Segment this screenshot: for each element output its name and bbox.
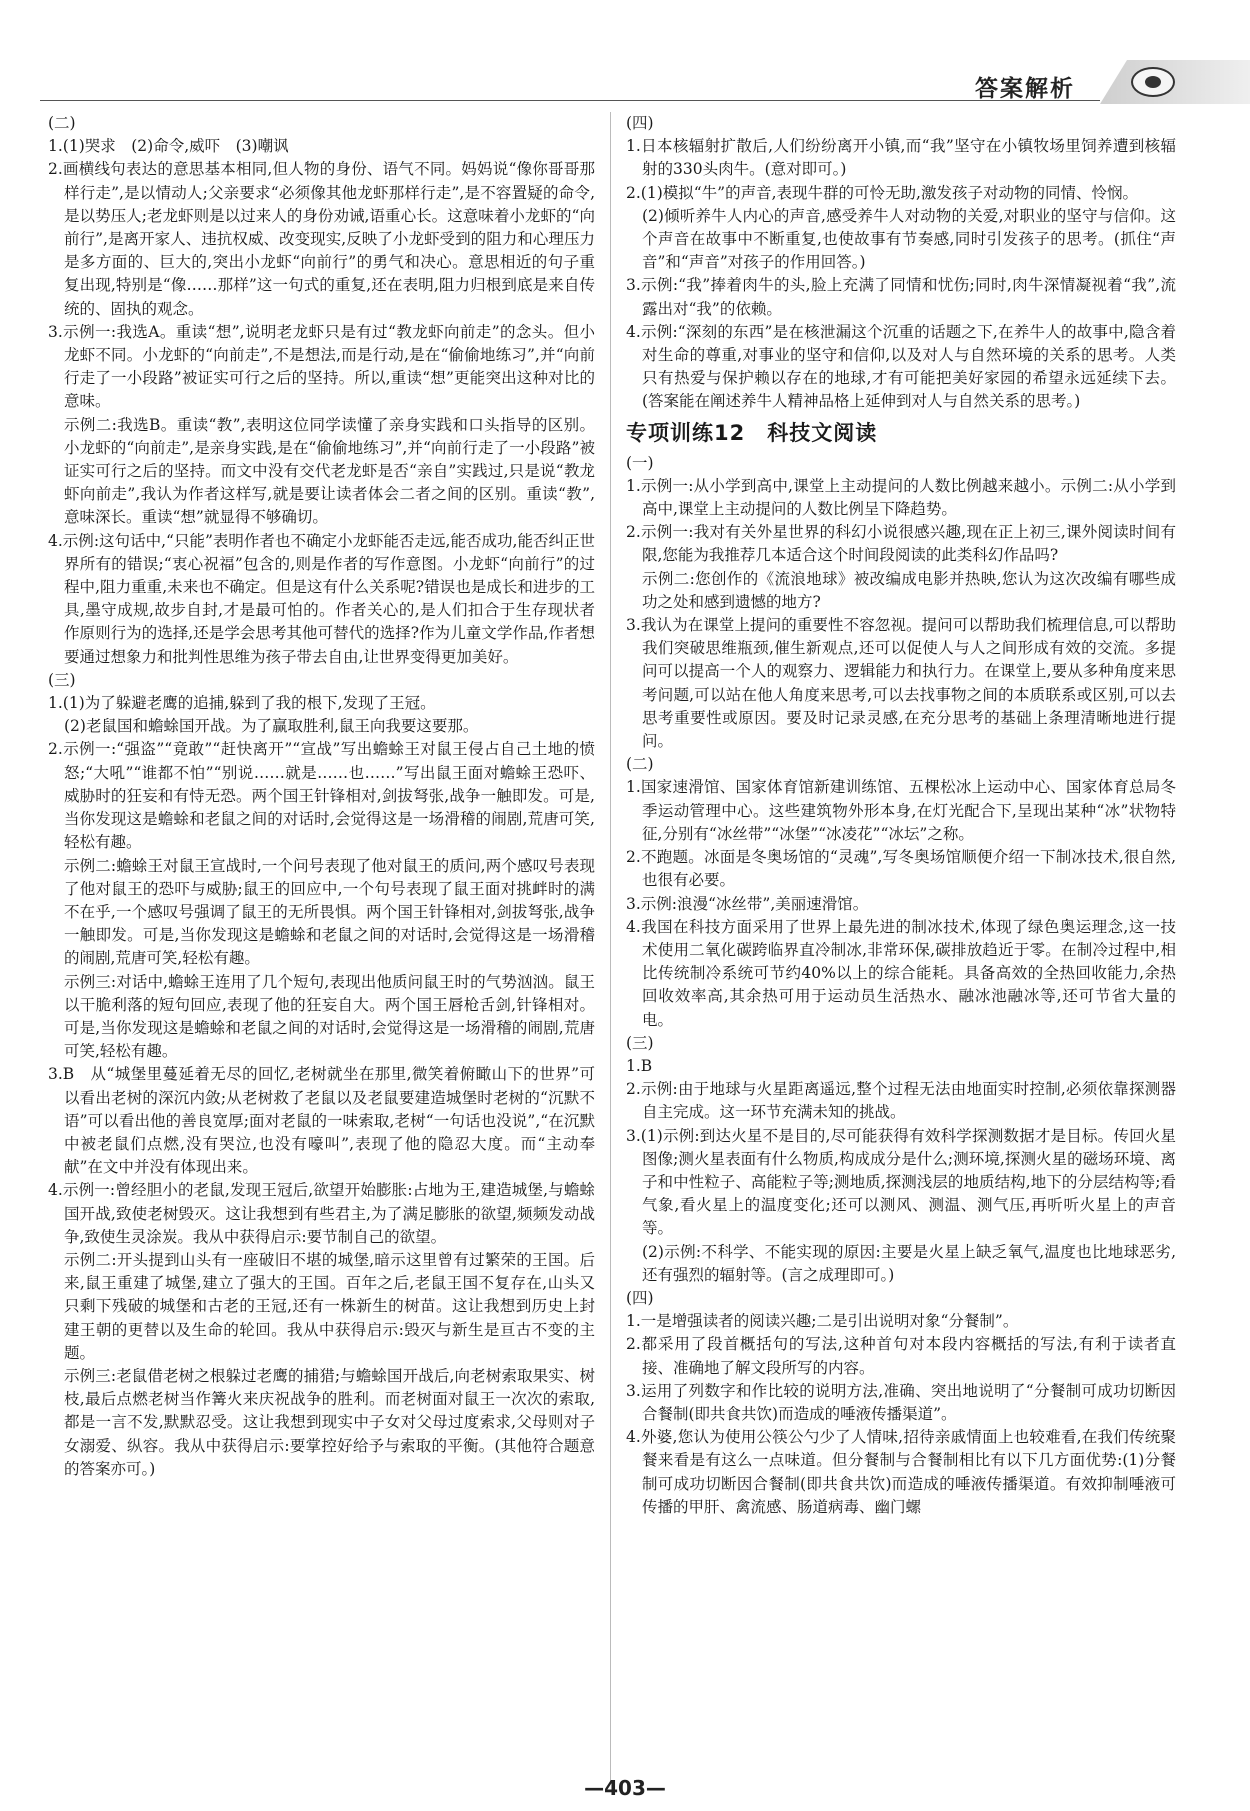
right-column	[626, 112, 1176, 1519]
section-heading: (三)	[48, 670, 76, 689]
answer-paragraph: 3.示例:“我”捧着肉牛的头,脸上充满了同情和忧伤;同时,肉牛深情凝视着“我”,流露出对“我”的依赖。	[626, 276, 1176, 318]
answer-paragraph: 3.B 从“城堡里蔓延着无尽的回忆,老树就坐在那里,微笑着俯瞰山下的世界”可以看出老树的深沉内敛;从老树救了老鼠以及老鼠要建造城堡时老树的“沉默不语”可以看出他的善良宽厚;面对老鼠的一味索取,老树“一句话也没说”,“在沉默中被老鼠们点燃,没有哭泣,也没有嚎叫”,表现了他的隐忍大度。而“主动奉献”在文中并没有体现出来。	[48, 1065, 595, 1177]
section-heading: (四)	[626, 114, 654, 132]
answer-paragraph: 4.示例:这句话中,“只能”表明作者也不确定小龙虾能否走远,能否成功,能否纠正世界所有的错误;“衷心祝福”包含的,则是作者的写作意图。小龙虾“向前行”的过程中,阻力重重,未来也不确定。但是这有什么关系呢?错误也是成长和进步的工具,墨守成规,故步自封,才是最可怕的。作者关心的,是人们扣合于生存现状者作原则行为的选择,还是学会思考其他可替代的选择?作为儿童文学作品,作者想要通过想象力和批判性思维为孩子带去自由,让世界变得更加美好。	[48, 531, 595, 666]
answer-paragraph: 4.示例:“深刻的东西”是在核泄漏这个沉重的话题之下,在养牛人的故事中,隐含着对生命的尊重,对事业的坚守和信仰,以及对人与自然环境的关系的思考。人类只有热爱与保护赖以存在的地球,才有可能把美好家园的希望永远延续下去。(答案能在阐述养牛人精神品格上延伸到对人与自然关系的思考。)	[626, 322, 1176, 411]
answer-paragraph: 2.示例:由于地球与火星距离遥远,整个过程无法由地面实时控制,必须依靠探测器自主完成。这一环节充满未知的挑战。	[626, 1080, 1176, 1122]
answer-paragraph: 3.示例一:我选A。重读“想”,说明老龙虾只是有过“教龙虾向前走”的念头。但小龙虾不同。小龙虾的“向前走”,不是想法,而是行动,是在“偷偷地练习”,并“向前行走了一小段路”被证实可行之后的坚持。所以,重读“想”更能突出这种对比的意味。	[48, 322, 595, 411]
section-heading: (三)	[626, 1033, 654, 1052]
answer-paragraph: 1.一是增强读者的阅读兴趣;二是引出说明对象“分餐制”。	[626, 1312, 1019, 1331]
header-rule	[40, 100, 1100, 101]
answer-paragraph: 示例二:蟾蜍王对鼠王宣战时,一个问号表现了他对鼠王的质问,两个感叹号表现了他对鼠王的恐吓与威胁;鼠王的回应中,一个句号表现了鼠王面对挑衅时的满不在乎,一个感叹号强调了鼠王的无所畏惧。两个国王针锋相对,剑拔弩张,战争一触即发。可是,当你发现这是蟾蜍和老鼠之间的对话时,会觉得这是一场滑稽的闹剧,荒唐可笑,轻松有趣。	[64, 856, 595, 968]
header-title: 答案解析	[975, 76, 1075, 102]
publisher-logo-icon	[1131, 67, 1175, 97]
column-divider	[610, 112, 611, 1782]
answer-paragraph: 示例三:老鼠借老树之根躲过老鹰的捕猎;与蟾蜍国开战后,向老树索取果实、树枝,最后点燃老树当作篝火来庆祝战争的胜利。而老树面对鼠王一次次的索取,都是一言不发,默默忍受。这让我想到现实中子女对父母过度索求,父母则对子女溺爱、纵容。我从中获得启示:要掌控好给予与索取的平衡。(其他符合题意的答案亦可。)	[64, 1366, 595, 1478]
answer-paragraph: 1.B	[626, 1056, 653, 1075]
answer-paragraph: 示例二:我选B。重读“教”,表明这位同学读懂了亲身实践和口头指导的区别。小龙虾的“向前走”,是亲身实践,是在“偷偷地练习”,并“向前行走了一小段路”被证实可行之后的坚持。而文中没有交代老龙虾是否“亲自”实践过,只是说“教龙虾向前走”,我认为作者这样写,就是要让读者体会二者之间的区别。重读“教”,意味深长。重读“想”就显得不够确切。	[64, 415, 595, 527]
answer-paragraph: 4.示例一:曾经胆小的老鼠,发现王冠后,欲望开始膨胀:占地为王,建造城堡,与蟾蜍国开战,致使老树毁灭。这让我想到有些君主,为了满足膨胀的欲望,频频发动战争,致使生灵涂炭。我从中获得启示:要节制自己的欲望。	[48, 1181, 595, 1246]
answer-paragraph: 2.都采用了段首概括句的写法,这种首句对本段内容概括的写法,有利于读者直接、准确地了解文段所写的内容。	[626, 1335, 1176, 1377]
section-heading: (四)	[626, 1288, 654, 1307]
answer-paragraph: 4.我国在科技方面采用了世界上最先进的制冰技术,体现了绿色奥运理念,这一技术使用二氧化碳跨临界直冷制冰,非常环保,碳排放趋近于零。在制冷过程中,相比传统制冷系统可节约40%以上的综合能耗。具备高效的全热回收能力,余热回收效率高,其余热可用于运动员生活热水、融冰池融冰等,还可节省大量的电。	[626, 917, 1176, 1029]
answer-paragraph: 2.(1)模拟“牛”的声音,表现牛群的可怜无助,激发孩子对动物的同情、怜悯。	[626, 183, 1138, 202]
answer-paragraph: 1.日本核辐射扩散后,人们纷纷离开小镇,而“我”坚守在小镇牧场里饲养遭到核辐射的330头肉牛。(意对即可。)	[626, 137, 1176, 179]
section-title: 专项训练12 科技文阅读	[626, 420, 878, 445]
answer-paragraph: 4.外婆,您认为使用公筷公勺少了人情味,招待亲戚情面上也较难看,在我们传统聚餐来看是有这么一点味道。但分餐制与合餐制相比有以下几方面优势:(1)分餐制可成功切断因合餐制(即共食共饮)而造成的唾液传播渠道。有效抑制唾液可传播的甲肝、禽流感、肠道病毒、幽门螺	[626, 1428, 1176, 1516]
answer-paragraph: 3.我认为在课堂上提问的重要性不容忽视。提问可以帮助我们梳理信息,可以帮助我们突破思维瓶颈,催生新观点,还可以促使人与人之间形成有效的交流。多提问可以提高一个人的观察力、逻辑能力和执行力。在课堂上,要从多种角度来思考问题,可以站在他人角度来思考,可以去找事物之间的本质联系或区别,可以去思考重要性或原因。要及时记录灵感,在充分思考的基础上条理清晰地进行提问。	[626, 616, 1176, 751]
answer-paragraph: 示例三:对话中,蟾蜍王连用了几个短句,表现出他质问鼠王时的气势汹汹。鼠王以干脆利落的短句回应,表现了他的狂妄自大。两个国王唇枪舌剑,针锋相对。可是,当你发现这是蟾蜍和老鼠之间的对话时,会觉得这是一场滑稽的闹剧,荒唐可笑,轻松有趣。	[64, 972, 595, 1061]
section-heading: (二)	[48, 114, 76, 132]
page-header	[0, 0, 1250, 120]
answer-paragraph: (2)示例:不科学、不能实现的原因:主要是火星上缺乏氧气,温度也比地球恶劣,还有强烈的辐射等。(言之成理即可。)	[642, 1242, 1176, 1284]
answer-paragraph: 3.(1)示例:到达火星不是目的,尽可能获得有效科学探测数据才是目标。传回火星图像;测火星表面有什么物质,构成成分是什么;测环境,探测火星的磁场环境、离子和中性粒子、高能粒子等;测地质,探测浅层的地质结构,地下的分层结构等;看气象,看火星上的温度变化;还可以测风、测温、测气压,再听听火星上的声音等。	[626, 1126, 1176, 1238]
answer-paragraph: 2.示例一:我对有关外星世界的科幻小说很感兴趣,现在正上初三,课外阅读时间有限,您能为我推荐几本适合这个时间段阅读的此类科幻作品吗?	[626, 523, 1176, 565]
answer-paragraph: 2.示例一:“强盗”“竟敢”“赶快离开”“宣战”写出蟾蜍王对鼠王侵占自己土地的愤怒;“大吼”“谁都不怕”“别说……就是……也……”写出鼠王面对蟾蜍王恐吓、威胁时的狂妄和有恃无恐。两个国王针锋相对,剑拔弩张,战争一触即发。可是,当你发现这是蟾蜍和老鼠之间的对话时,会觉得这是一场滑稽的闹剧,荒唐可笑,轻松有趣。	[48, 740, 595, 852]
section-heading: (二)	[626, 755, 654, 774]
answer-paragraph: 2.画横线句表达的意思基本相同,但人物的身份、语气不同。妈妈说“像你哥哥那样行走”,是以情动人;父亲要求“必须像其他龙虾那样行走”,是不容置疑的命令,是以势压人;老龙虾则是以过来人的身份劝诫,语重心长。这意味着小龙虾的“向前行”,是离开家人、违抗权威、改变现实,反映了小龙虾受到的阻力和心理压力是多方面的、巨大的,突出小龙虾“向前行”的勇气和决心。意思相近的句子重复出现,特别是“像……那样”这一句式的重复,还在表明,阻力归根到底是来自传统的、固执的观念。	[48, 160, 595, 318]
answer-paragraph: 3.示例:浪漫“冰丝带”,美丽速滑馆。	[626, 894, 869, 913]
answer-paragraph: (2)老鼠国和蟾蜍国开战。为了赢取胜利,鼠王向我要这要那。	[64, 717, 479, 736]
answer-paragraph: 示例二:开头提到山头有一座破旧不堪的城堡,暗示这里曾有过繁荣的王国。后来,鼠王重建了城堡,建立了强大的王国。百年之后,老鼠王国不复存在,山头又只剩下残破的城堡和古老的王冠,还有一株新生的树苗。这让我想到历史上封建王朝的更替以及生命的轮回。我从中获得启示:毁灭与新生是亘古不变的主题。	[64, 1250, 595, 1362]
left-column	[48, 112, 595, 1481]
answer-paragraph: 示例二:您创作的《流浪地球》被改编成电影并热映,您认为这次改编有哪些成功之处和感到遗憾的地方?	[642, 569, 1176, 611]
answer-paragraph: 1.国家速滑馆、国家体育馆新建训练馆、五棵松冰上运动中心、国家体育总局冬季运动管理中心。这些建筑物外形本身,在灯光配合下,呈现出某种“冰”状物特征,分别有“冰丝带”“冰堡”“冰凌花”“冰坛”之称。	[626, 778, 1176, 843]
answer-paragraph: 1.(1)为了躲避老鹰的追捕,躲到了我的根下,发现了王冠。	[48, 694, 436, 713]
answer-paragraph: 2.不跑题。冰面是冬奥场馆的“灵魂”,写冬奥场馆顺便介绍一下制冰技术,很自然,也很有必要。	[626, 848, 1176, 890]
answer-paragraph: 3.运用了列数字和作比较的说明方法,准确、突出地说明了“分餐制可成功切断因合餐制(即共食共饮)而造成的唾液传播渠道”。	[626, 1381, 1176, 1423]
answer-paragraph: 1.(1)哭求 (2)命令,威吓 (3)嘲讽	[48, 137, 289, 156]
answer-paragraph: 1.示例一:从小学到高中,课堂上主动提问的人数比例越来越小。示例二:从小学到高中,课堂上主动提问的人数比例呈下降趋势。	[626, 476, 1176, 519]
answer-paragraph: (2)倾听养牛人内心的声音,感受养牛人对动物的关爱,对职业的坚守与信仰。这个声音在故事中不断重复,也使故事有节奏感,同时引发孩子的思考。(抓住“声音”和“声音”对孩子的作用回答。)	[642, 206, 1176, 272]
page-number: —403—	[584, 1776, 666, 1800]
section-heading: (一)	[626, 453, 654, 472]
header-tab-decoration	[1100, 60, 1250, 104]
